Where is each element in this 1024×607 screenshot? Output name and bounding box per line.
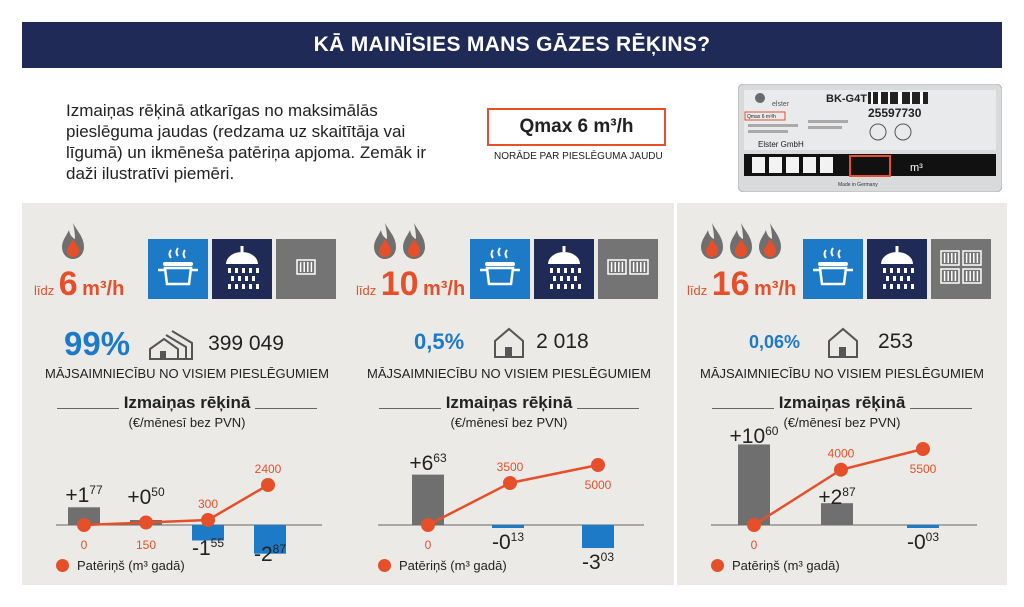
meter-maker: Elster GmbH bbox=[758, 140, 804, 149]
consumption-label: 300 bbox=[197, 497, 219, 511]
meter-model: BK-G4T bbox=[826, 93, 867, 105]
qmax-caption: NORĀDE PAR PIESLĒGUMA JAUDU bbox=[494, 151, 663, 162]
consumption-label: 2400 bbox=[254, 462, 282, 476]
legend-label: Patēriņš (m³ gadā) bbox=[399, 558, 507, 573]
household-percent: 0,5% bbox=[414, 329, 465, 354]
panel-16m3 bbox=[677, 203, 1007, 585]
change-subtitle: (€/mēnesī bez PVN) bbox=[783, 415, 901, 430]
bar-value-label: $+10^{60}$ bbox=[729, 424, 779, 448]
legend-label: Patēriņš (m³ gadā) bbox=[77, 558, 185, 573]
bar-value-label: $-0^{03}$ bbox=[906, 530, 940, 554]
capacity-label: līdz 10 m³/h bbox=[356, 265, 466, 303]
legend bbox=[378, 558, 507, 573]
panel-10m3 bbox=[344, 203, 674, 585]
consumption-label: 0 bbox=[80, 538, 88, 552]
meter-qmax-label: Qmax 6 m³/h bbox=[747, 114, 776, 120]
consumption-point bbox=[503, 476, 517, 490]
intro-text: Izmaiņas rēķinā atkarīgas no maksimālās pieslēguma jaudas (redzama uz skaitītāja vai līgumā) un ikmēneša patēriņa apjoma. Zemāk ir daži ilustratīvi piemēri. bbox=[66, 101, 426, 183]
consumption-line bbox=[428, 465, 598, 525]
household-count: 253 bbox=[878, 330, 914, 353]
legend-dot-icon bbox=[56, 559, 69, 572]
consumption-point bbox=[747, 518, 761, 532]
change-title: Izmaiņas rēķinā bbox=[677, 393, 1007, 413]
meter-unit: m³ bbox=[910, 162, 923, 174]
share-label: MĀJSAIMNIECĪBU NO VISIEM PIESLĒGUMIEM bbox=[700, 366, 984, 381]
page-title: KĀ MAINĪSIES MANS GĀZES RĒĶINS? bbox=[313, 33, 711, 56]
change-title: Izmaiņas rēķinā bbox=[344, 393, 674, 413]
meter-serial: 25597730 bbox=[868, 106, 922, 120]
share-label: MĀJSAIMNIECĪBU NO VISIEM PIESLĒGUMIEM bbox=[367, 366, 651, 381]
legend bbox=[711, 558, 840, 573]
change-bar bbox=[582, 525, 614, 548]
bar-value-label: $+2^{87}$ bbox=[818, 485, 856, 509]
gas-meter-image bbox=[738, 84, 1002, 192]
change-chart bbox=[344, 203, 674, 585]
consumption-label: 0 bbox=[424, 538, 432, 552]
capacity-label: līdz 16 m³/h bbox=[687, 265, 797, 303]
household-percent: 99% bbox=[64, 325, 131, 362]
consumption-point bbox=[916, 442, 930, 456]
change-bar bbox=[492, 525, 524, 528]
bar-value-label: $+1^{77}$ bbox=[65, 483, 103, 507]
change-chart bbox=[677, 203, 1007, 585]
bar-value-label: $-2^{87}$ bbox=[253, 542, 287, 566]
change-subtitle: (€/mēnesī bez PVN) bbox=[450, 415, 568, 430]
consumption-point bbox=[201, 513, 215, 527]
bar-value-label: $-0^{13}$ bbox=[491, 530, 525, 554]
consumption-label: 5000 bbox=[584, 478, 612, 492]
consumption-label: 150 bbox=[135, 538, 157, 552]
bar-value-label: $-3^{03}$ bbox=[581, 550, 615, 574]
legend-label: Patēriņš (m³ gadā) bbox=[732, 558, 840, 573]
qmax-callout: Qmax 6 m³/h bbox=[487, 108, 666, 146]
bar-value-label: $+6^{63}$ bbox=[409, 451, 447, 475]
bar-value-label: $-1^{55}$ bbox=[191, 536, 225, 560]
consumption-point bbox=[139, 516, 153, 530]
legend-dot-icon bbox=[378, 559, 391, 572]
change-chart bbox=[22, 203, 352, 585]
change-subtitle: (€/mēnesī bez PVN) bbox=[128, 415, 246, 430]
consumption-line bbox=[84, 485, 268, 525]
change-bar bbox=[738, 444, 770, 525]
capacity-label: līdz 6 m³/h bbox=[34, 265, 125, 303]
household-percent: 0,06% bbox=[749, 331, 801, 352]
consumption-point bbox=[77, 518, 91, 532]
consumption-label: 4000 bbox=[827, 446, 855, 461]
consumption-label: 5500 bbox=[909, 462, 937, 476]
change-bar bbox=[907, 525, 939, 528]
household-count: 399 049 bbox=[208, 332, 284, 355]
consumption-label: 3500 bbox=[496, 460, 524, 474]
meter-made-in: Made in Germany bbox=[838, 182, 878, 188]
legend-dot-icon bbox=[711, 559, 724, 572]
consumption-point bbox=[421, 518, 435, 532]
legend bbox=[56, 558, 185, 573]
bar-value-label: $+0^{50}$ bbox=[127, 485, 165, 509]
page-header bbox=[22, 22, 1002, 68]
consumption-point bbox=[261, 478, 275, 492]
consumption-point bbox=[591, 458, 605, 472]
meter-brand: elster bbox=[772, 101, 790, 108]
panel-6m3 bbox=[22, 203, 352, 585]
household-count: 2 018 bbox=[536, 330, 589, 353]
consumption-point bbox=[834, 463, 848, 477]
change-bar bbox=[412, 475, 444, 525]
consumption-label: 0 bbox=[750, 538, 758, 552]
share-label: MĀJSAIMNIECĪBU NO VISIEM PIESLĒGUMIEM bbox=[45, 366, 329, 381]
change-title: Izmaiņas rēķinā bbox=[22, 393, 352, 413]
